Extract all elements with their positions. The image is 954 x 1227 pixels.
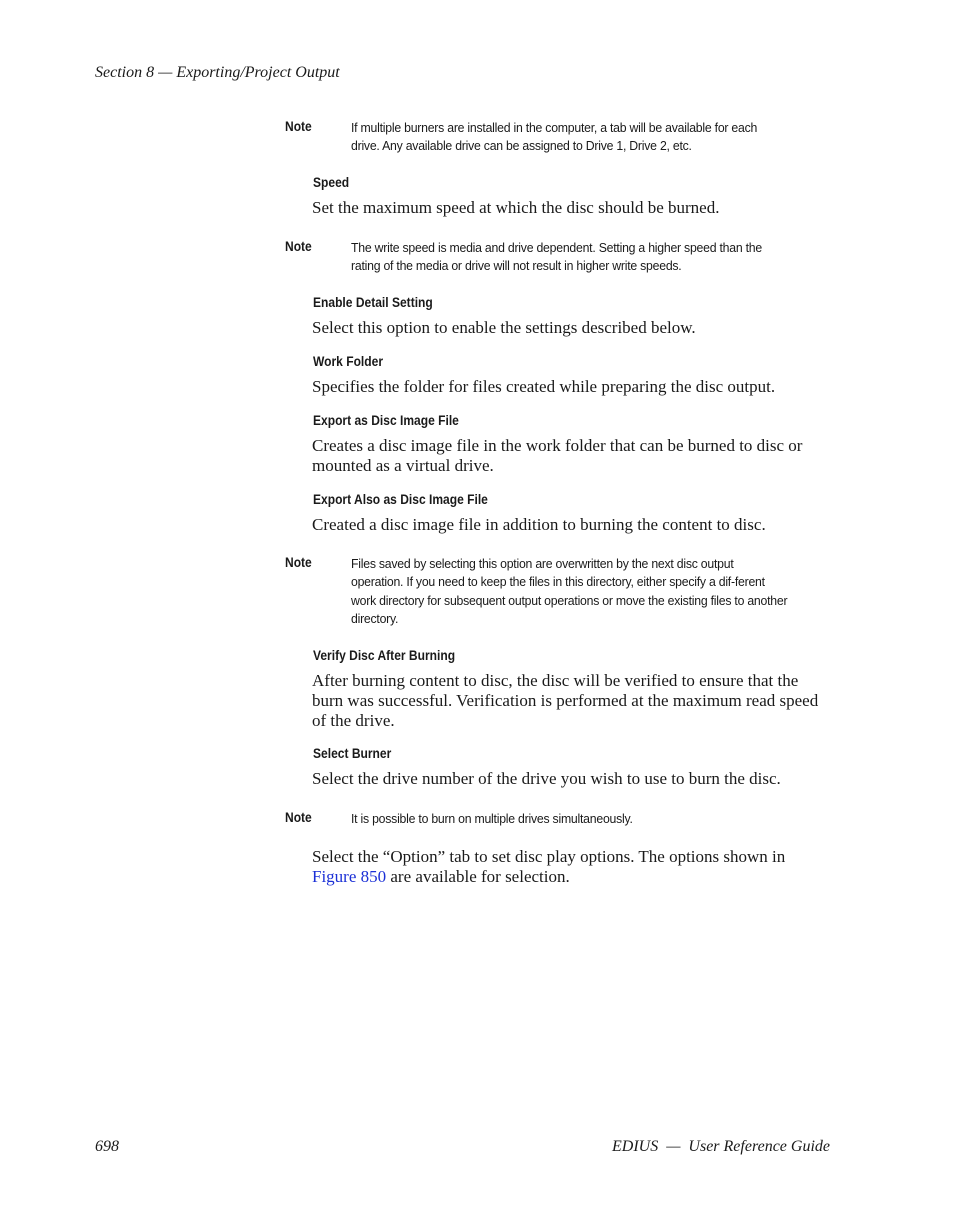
- body-export-disc-image: Creates a disc image file in the work folder that can be burned to disc or mounted as a virtual drive.: [312, 436, 803, 475]
- body-work-folder: Specifies the folder for files created while preparing the disc output.: [312, 377, 776, 396]
- closing-text-before: Select the “Option” tab to set disc play options. The options shown in: [312, 847, 786, 866]
- note-label: Note: [285, 118, 312, 134]
- note-label: Note: [285, 238, 312, 254]
- heading-work-folder: Work Folder: [313, 353, 384, 369]
- note-text: Files saved by selecting this option are overwritten by the next disc output operation. If you need to keep the files in this directory, either specify a dif-ferent work directory for subsequent output operations or move the existing files to another directory.: [351, 556, 788, 626]
- body-export-also-disc-image: Created a disc image file in addition to burning the content to disc.: [312, 515, 766, 534]
- body-enable-detail-setting: Select this option to enable the settings described below.: [312, 318, 696, 337]
- heading-enable-detail-setting: Enable Detail Setting: [313, 294, 433, 310]
- heading-select-burner: Select Burner: [313, 745, 392, 761]
- heading-export-disc-image: Export as Disc Image File: [313, 412, 459, 428]
- note-text: The write speed is media and drive dependent. Setting a higher speed than the rating of the media or drive will not result in higher write speeds.: [351, 240, 762, 274]
- figure-850-link[interactable]: Figure 850: [312, 867, 387, 886]
- closing-text-after: are available for selection.: [386, 867, 570, 886]
- guide-title: EDIUS — User Reference Guide: [611, 1138, 830, 1155]
- running-header: Section 8 — Exporting/Project Output: [95, 64, 340, 81]
- heading-verify-disc: Verify Disc After Burning: [313, 647, 456, 663]
- note-text: If multiple burners are installed in the computer, a tab will be available for each drive. Any available drive can be assigned to Drive 1, Drive 2, etc.: [351, 120, 758, 154]
- body-speed: Set the maximum speed at which the disc should be burned.: [312, 198, 720, 217]
- closing-paragraph: [312, 847, 832, 887]
- note-text: It is possible to burn on multiple drives simultaneously.: [351, 811, 633, 826]
- note-label: Note: [285, 554, 312, 570]
- heading-speed: Speed: [313, 174, 350, 190]
- body-verify-disc: After burning content to disc, the disc will be verified to ensure that the burn was successful. Verification is performed at the maximum read speed of the drive.: [312, 671, 819, 730]
- page-number: 698: [95, 1138, 119, 1155]
- body-select-burner: Select the drive number of the drive you wish to use to burn the disc.: [312, 769, 781, 788]
- note-label: Note: [285, 809, 312, 825]
- heading-export-also-disc-image: Export Also as Disc Image File: [313, 491, 488, 507]
